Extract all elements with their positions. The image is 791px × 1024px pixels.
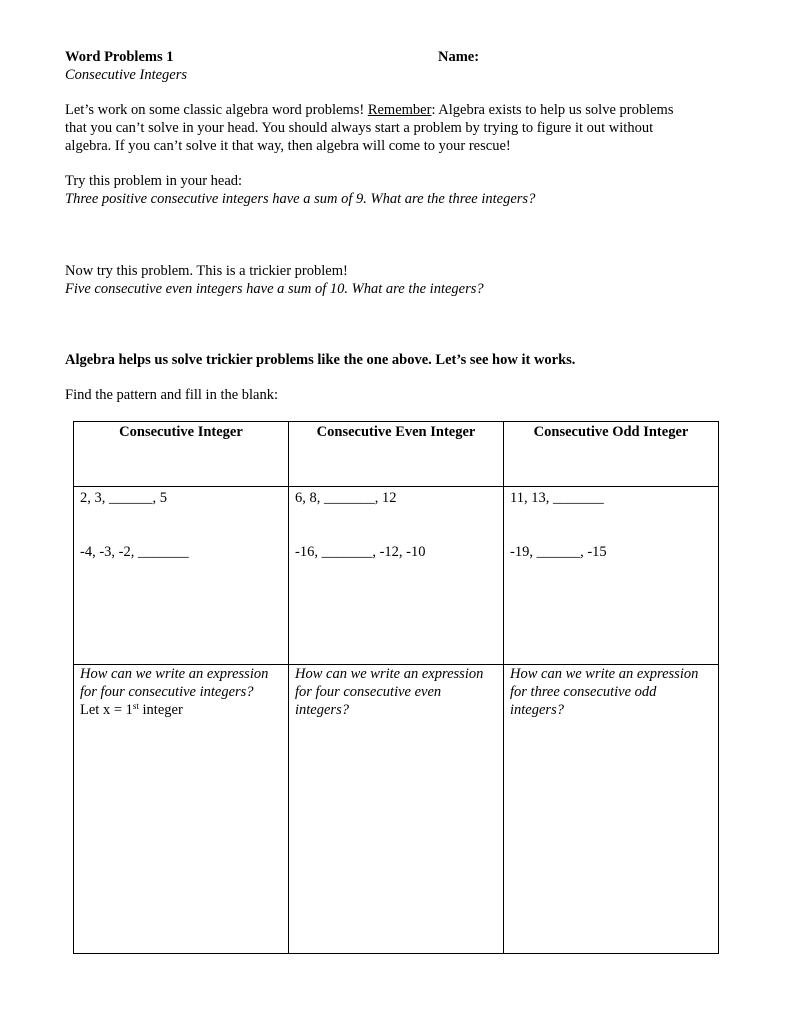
worksheet-subtitle: Consecutive Integers bbox=[65, 67, 188, 83]
table-examples-row bbox=[74, 487, 719, 665]
example-odd-1: 11, 13, _______ bbox=[510, 490, 604, 506]
let-x-sup: st bbox=[132, 701, 139, 711]
intro-line-3: algebra. If you can’t solve it that way, then algebra will come to your rescue! bbox=[65, 138, 511, 154]
problem1-lead: Try this problem in your head: bbox=[65, 173, 243, 189]
let-x-suffix: integer bbox=[138, 702, 183, 718]
question-even-line2: for four consecutive even bbox=[295, 684, 442, 700]
question-integer-line1: How can we write an expression bbox=[80, 666, 269, 682]
let-x-prefix: Let x = 1 bbox=[80, 702, 133, 718]
example-even-2: -16, _______, -12, -10 bbox=[295, 544, 426, 560]
question-odd-cell[interactable] bbox=[504, 665, 719, 954]
question-integer-cell[interactable] bbox=[74, 665, 289, 954]
question-odd-line1: How can we write an expression bbox=[510, 666, 699, 682]
header-consecutive-integer: Consecutive Integer bbox=[74, 422, 289, 487]
table-header-row bbox=[74, 422, 719, 487]
example-integer-1: 2, 3, ______, 5 bbox=[80, 490, 167, 506]
algebra-note: Algebra helps us solve trickier problems like the one above. Let’s see how it works. bbox=[65, 352, 576, 368]
name-label: Name: bbox=[438, 49, 480, 65]
examples-integer-cell[interactable] bbox=[74, 487, 289, 665]
problem1-question: Three positive consecutive integers have a sum of 9. What are the three integers? bbox=[65, 191, 536, 207]
worksheet-title: Word Problems 1 bbox=[65, 49, 174, 65]
examples-even-cell[interactable] bbox=[289, 487, 504, 665]
intro-line-2: that you can’t solve in your head. You should always start a problem by trying to figure it out without bbox=[65, 120, 654, 136]
question-even-line3: integers? bbox=[295, 702, 349, 718]
instruction: Find the pattern and fill in the blank: bbox=[65, 387, 279, 403]
examples-odd-cell[interactable] bbox=[504, 487, 719, 665]
example-even-1: 6, 8, _______, 12 bbox=[295, 490, 397, 506]
let-x-line bbox=[80, 701, 288, 719]
intro-part1: Let’s work on some classic algebra word problems! bbox=[65, 102, 368, 118]
example-integer-2: -4, -3, -2, _______ bbox=[80, 544, 189, 560]
example-odd-2: -19, ______, -15 bbox=[510, 544, 607, 560]
problem2-lead: Now try this problem. This is a trickier problem! bbox=[65, 263, 348, 279]
table-questions-row bbox=[74, 665, 719, 954]
header-consecutive-odd-integer: Consecutive Odd Integer bbox=[504, 422, 719, 487]
header-consecutive-even-integer: Consecutive Even Integer bbox=[289, 422, 504, 487]
pattern-table bbox=[73, 421, 719, 954]
question-even-cell[interactable] bbox=[289, 665, 504, 954]
intro-line-1 bbox=[65, 101, 673, 119]
problem2-question: Five consecutive even integers have a sum of 10. What are the integers? bbox=[65, 281, 484, 297]
remember-word: Remember bbox=[367, 102, 432, 118]
question-integer-line2: for four consecutive integers? bbox=[80, 684, 254, 700]
question-odd-line3: integers? bbox=[510, 702, 564, 718]
question-even-line1: How can we write an expression bbox=[295, 666, 484, 682]
intro-part2: : Algebra exists to help us solve problems bbox=[431, 102, 674, 118]
question-odd-line2: for three consecutive odd bbox=[510, 684, 657, 700]
